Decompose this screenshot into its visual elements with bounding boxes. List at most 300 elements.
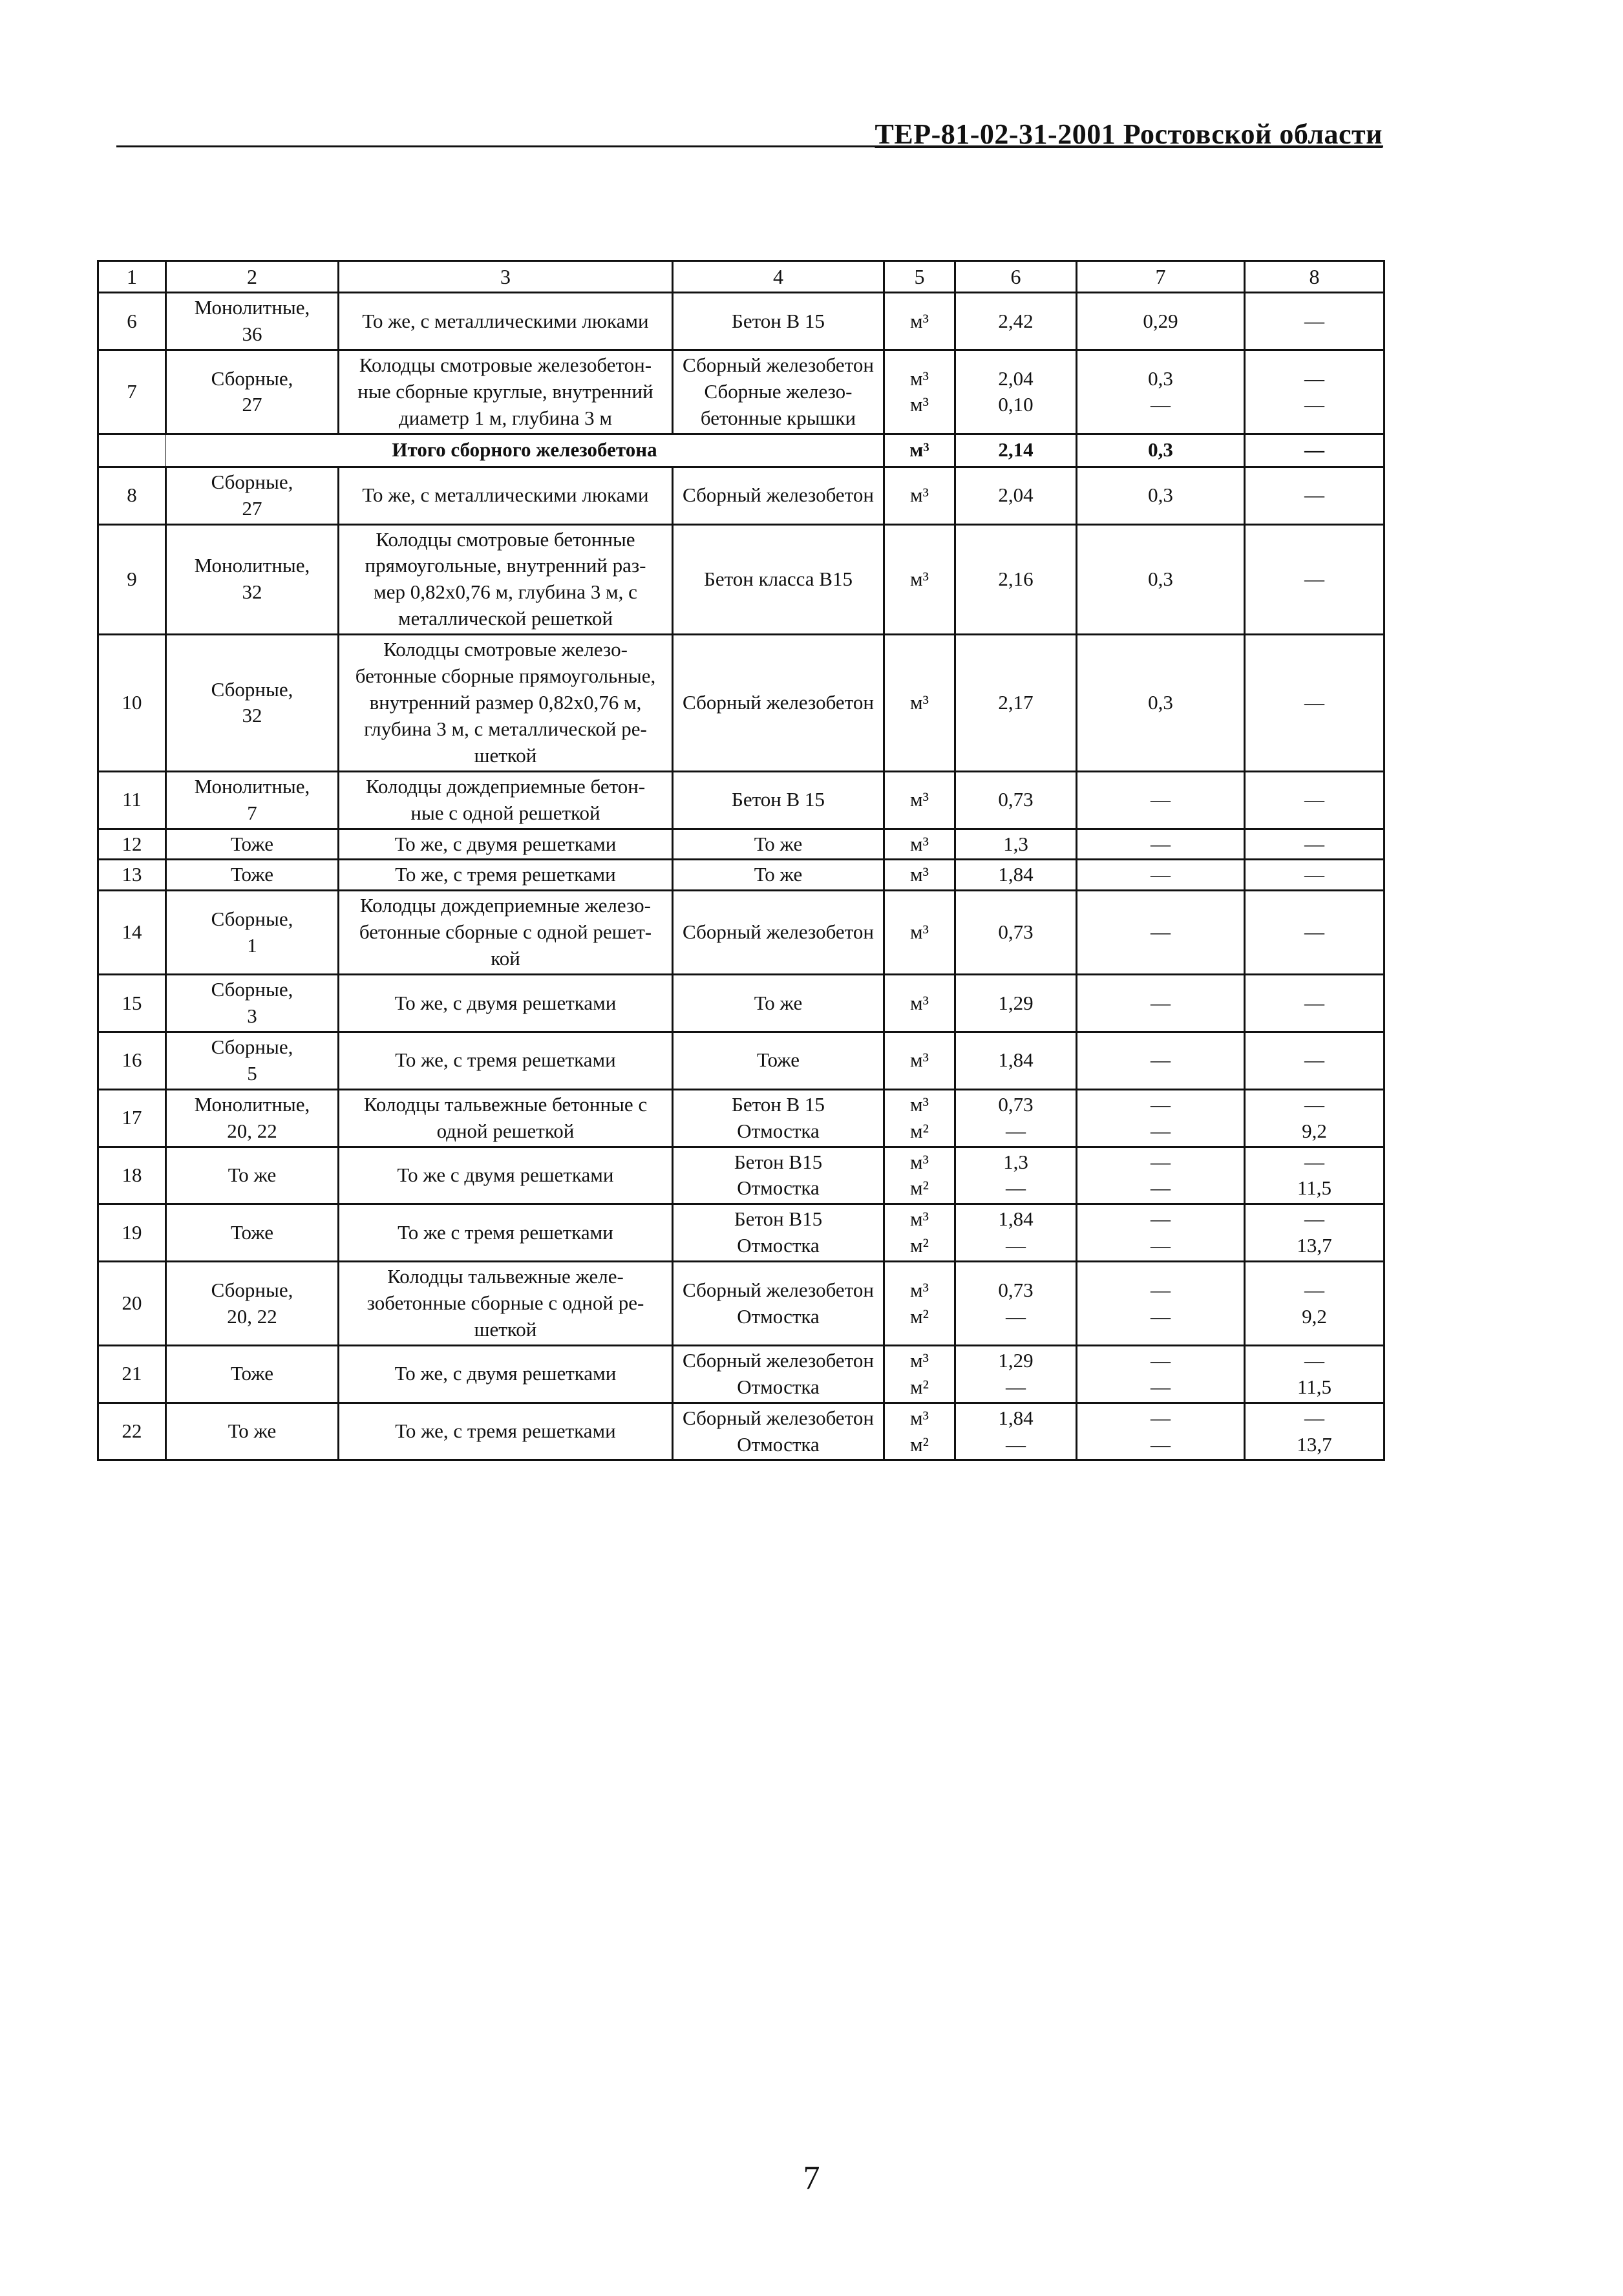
value6-cell — [955, 860, 1077, 891]
value7-cell-line: — — [1151, 1406, 1171, 1429]
description-cell-line: То же с двумя решетками — [397, 1163, 614, 1186]
unit-cell — [884, 467, 955, 524]
reference-cell — [166, 467, 339, 524]
reference-cell — [166, 293, 339, 350]
table-row — [98, 771, 1384, 829]
table-row — [98, 293, 1384, 350]
value7-cell — [1077, 293, 1245, 350]
value8-cell-line: — — [1304, 567, 1324, 590]
table-row — [98, 1204, 1384, 1262]
value7-cell-line: — — [1151, 1375, 1171, 1398]
description-cell-line: одной решеткой — [436, 1119, 575, 1142]
value7-cell-line: — — [1151, 1092, 1171, 1116]
value7-cell-line: 0,3 — [1148, 691, 1173, 714]
unit-cell-line: м³ — [910, 863, 929, 886]
material-cell-line: Сборный железобетон — [683, 920, 874, 944]
unit-cell — [884, 829, 955, 860]
total-label: Итого сборного железобетона — [166, 434, 884, 467]
material-cell-line: Сборный железобетон — [683, 691, 874, 714]
material-cell — [673, 635, 884, 772]
material-cell — [673, 350, 884, 434]
description-cell — [339, 1204, 673, 1262]
material-cell — [673, 860, 884, 891]
unit-cell — [884, 975, 955, 1032]
reference-cell-line: 32 — [242, 580, 262, 604]
reference-cell-line: 3 — [247, 1004, 257, 1027]
value6-cell-line: 2,04 — [998, 367, 1034, 390]
unit-cell-line: м³ — [910, 991, 929, 1014]
unit-cell-line: м³ — [910, 1348, 929, 1372]
unit-cell-line: м³ — [909, 438, 929, 462]
table-row — [98, 1147, 1384, 1204]
value6-cell-line: 1,3 — [1003, 832, 1028, 855]
description-cell-line: То же, с тремя решетками — [395, 863, 616, 886]
material-cell-line: Бетон класса В15 — [704, 567, 853, 590]
description-cell-line: бетонные сборные с одной решет- — [359, 920, 652, 944]
value8-cell-line: — — [1304, 1048, 1324, 1072]
unit-cell-line: м³ — [910, 567, 929, 590]
description-cell-line: бетонные сборные прямоугольные, — [355, 664, 656, 688]
value8-cell-line: — — [1304, 1348, 1324, 1372]
table-row — [98, 860, 1384, 891]
table-row — [98, 975, 1384, 1032]
reference-cell — [166, 350, 339, 434]
reference-cell — [166, 1345, 339, 1403]
total-row — [98, 434, 1384, 467]
value6-cell-line: 1,29 — [998, 1348, 1034, 1372]
value7-cell — [1077, 434, 1245, 467]
description-cell-line: Колодцы тальвежные бетонные с — [363, 1092, 648, 1116]
value7-cell-line: — — [1151, 1304, 1171, 1328]
value6-cell — [955, 1403, 1077, 1460]
reference-cell-line: 27 — [242, 393, 262, 416]
value6-cell — [955, 524, 1077, 635]
material-cell-line: То же — [754, 991, 803, 1014]
material-cell — [673, 975, 884, 1032]
reference-cell — [166, 860, 339, 891]
unit-cell-line: м³ — [910, 367, 929, 390]
value7-cell-line: — — [1151, 1278, 1171, 1301]
value8-cell-line: — — [1304, 788, 1324, 811]
description-cell — [339, 891, 673, 975]
material-cell — [673, 1204, 884, 1262]
reference-cell — [166, 829, 339, 860]
row-number-cell — [98, 434, 166, 467]
row-number-cell: 14 — [98, 891, 166, 975]
unit-cell — [884, 1403, 955, 1460]
reference-cell-line: 5 — [247, 1061, 257, 1085]
column-number: 7 — [1077, 261, 1245, 293]
value8-cell-line: — — [1304, 367, 1324, 390]
value8-cell — [1245, 829, 1384, 860]
value7-cell — [1077, 467, 1245, 524]
description-cell — [339, 467, 673, 524]
value6-cell-line: 0,73 — [998, 920, 1034, 944]
value8-cell — [1245, 1345, 1384, 1403]
description-cell-line: То же с тремя решетками — [398, 1220, 613, 1244]
material-cell-line: Отмостка — [737, 1119, 820, 1142]
description-cell-line: Колодцы смотровые железобетон- — [359, 354, 652, 377]
value8-cell-line: 11,5 — [1297, 1176, 1332, 1200]
row-number-cell: 21 — [98, 1345, 166, 1403]
description-cell-line: шеткой — [474, 1317, 537, 1341]
material-cell — [673, 771, 884, 829]
value6-cell — [955, 975, 1077, 1032]
row-number-cell: 18 — [98, 1147, 166, 1204]
table-row — [98, 1345, 1384, 1403]
description-cell — [339, 975, 673, 1032]
description-cell — [339, 293, 673, 350]
description-cell-line: Колодцы смотровые железо- — [383, 638, 628, 661]
description-cell — [339, 635, 673, 772]
value7-cell-line: — — [1151, 1432, 1171, 1456]
value6-cell-line: 1,29 — [998, 991, 1034, 1014]
value8-cell — [1245, 434, 1384, 467]
value8-cell-line: 11,5 — [1297, 1375, 1332, 1398]
value6-cell — [955, 434, 1077, 467]
value8-cell-line: — — [1304, 1278, 1324, 1301]
page-number: 7 — [803, 2160, 820, 2196]
reference-cell-line: Монолитные, — [194, 774, 310, 798]
material-cell-line: То же — [754, 832, 803, 855]
value6-cell-line: 2,42 — [998, 309, 1034, 332]
unit-cell-line: м³ — [910, 309, 929, 332]
value7-cell-line: — — [1151, 1234, 1171, 1257]
description-cell-line: прямоугольные, внутренний раз- — [365, 554, 646, 577]
value7-cell — [1077, 1089, 1245, 1147]
value8-cell — [1245, 293, 1384, 350]
reference-cell-line: Тоже — [230, 832, 274, 855]
material-cell — [673, 524, 884, 635]
value6-cell-line: — — [1006, 1375, 1026, 1398]
unit-cell-line: м³ — [910, 1048, 929, 1072]
reference-cell-line: 27 — [242, 496, 262, 520]
table-row — [98, 829, 1384, 860]
value7-cell-line: 0,29 — [1143, 309, 1178, 332]
unit-cell-line: м³ — [910, 920, 929, 944]
reference-cell-line: Сборные, — [211, 677, 293, 701]
value7-cell-line: 0,3 — [1148, 484, 1173, 507]
description-cell-line: диаметр 1 м, глубина 3 м — [398, 406, 613, 429]
material-cell-line: Отмостка — [737, 1375, 820, 1398]
unit-cell-line: м³ — [910, 788, 929, 811]
reference-cell-line: 36 — [242, 323, 262, 346]
row-number-cell: 9 — [98, 524, 166, 635]
reference-cell — [166, 524, 339, 635]
material-cell-line: Отмостка — [737, 1176, 820, 1200]
reference-cell — [166, 1147, 339, 1204]
reference-cell-line: Сборные, — [211, 1278, 293, 1301]
value8-cell-line: — — [1304, 1406, 1324, 1429]
unit-cell-line: м³ — [910, 1207, 929, 1231]
description-cell-line: То же, с двумя решетками — [394, 991, 617, 1014]
unit-cell — [884, 434, 955, 467]
description-cell-line: Колодцы дождеприемные бетон- — [365, 774, 646, 798]
value6-cell-line: 0,73 — [998, 1278, 1034, 1301]
value6-cell-line: 0,73 — [998, 788, 1034, 811]
unit-cell — [884, 771, 955, 829]
description-cell-line: Колодцы смотровые бетонные — [376, 527, 635, 551]
value8-cell-line: — — [1304, 309, 1324, 332]
row-number-cell: 8 — [98, 467, 166, 524]
reference-cell-line: 20, 22 — [227, 1119, 277, 1142]
table-row — [98, 1262, 1384, 1346]
description-cell-line: То же, с металлическими люками — [362, 309, 649, 332]
value7-cell-line: — — [1151, 1150, 1171, 1173]
value6-cell-line: — — [1006, 1432, 1026, 1456]
row-number-cell: 7 — [98, 350, 166, 434]
material-cell — [673, 1403, 884, 1460]
value7-cell-line: — — [1151, 991, 1171, 1014]
row-number-cell: 19 — [98, 1204, 166, 1262]
value6-cell-line: 2,17 — [998, 691, 1034, 714]
unit-cell-line: м² — [910, 1119, 929, 1142]
unit-cell — [884, 350, 955, 434]
description-cell-line: мер 0,82х0,76 м, глубина 3 м, с — [374, 580, 637, 604]
unit-cell-line: м³ — [910, 691, 929, 714]
reference-cell — [166, 771, 339, 829]
unit-cell-line: м³ — [910, 1092, 929, 1116]
reference-cell-line: Монолитные, — [194, 296, 310, 319]
norms-table — [97, 260, 1385, 1461]
table-row — [98, 635, 1384, 772]
value6-cell-line: 1,84 — [998, 863, 1034, 886]
reference-cell-line: Тоже — [230, 1362, 274, 1385]
description-cell — [339, 860, 673, 891]
row-number-cell: 11 — [98, 771, 166, 829]
description-cell-line: Колодцы дождеприемные железо- — [360, 894, 651, 917]
unit-cell-line: м² — [910, 1176, 929, 1200]
unit-cell — [884, 635, 955, 772]
unit-cell-line: м³ — [910, 1150, 929, 1173]
row-number-cell: 12 — [98, 829, 166, 860]
value7-cell — [1077, 1147, 1245, 1204]
value7-cell — [1077, 1032, 1245, 1089]
row-number-cell: 20 — [98, 1262, 166, 1346]
unit-cell-line: м³ — [910, 1406, 929, 1429]
material-cell-line: Бетон В15 — [734, 1207, 823, 1231]
value6-cell-line: 1,84 — [998, 1207, 1034, 1231]
reference-cell-line: Тоже — [230, 863, 274, 886]
value8-cell — [1245, 891, 1384, 975]
material-cell-line: Сборный железобетон — [683, 354, 874, 377]
description-cell — [339, 771, 673, 829]
value8-cell — [1245, 1403, 1384, 1460]
value8-cell — [1245, 860, 1384, 891]
unit-cell-line: м³ — [910, 393, 929, 416]
value6-cell — [955, 1204, 1077, 1262]
value8-cell — [1245, 1032, 1384, 1089]
description-cell-line: То же, с двумя решетками — [394, 832, 617, 855]
value8-cell — [1245, 1089, 1384, 1147]
reference-cell-line: Сборные, — [211, 1035, 293, 1058]
value7-cell — [1077, 860, 1245, 891]
material-cell-line: Сборный железобетон — [683, 484, 874, 507]
description-cell — [339, 524, 673, 635]
value8-cell — [1245, 1262, 1384, 1346]
description-cell-line: То же, с двумя решетками — [394, 1362, 617, 1385]
description-cell-line: зобетонные сборные с одной ре- — [366, 1292, 644, 1315]
material-cell — [673, 1032, 884, 1089]
value6-cell — [955, 1089, 1077, 1147]
value7-cell-line: — — [1151, 788, 1171, 811]
description-cell-line: внутренний размер 0,82х0,76 м, — [369, 691, 642, 714]
value7-cell-line: 0,3 — [1148, 567, 1173, 590]
value8-cell-line: 13,7 — [1297, 1234, 1332, 1257]
value6-cell — [955, 891, 1077, 975]
table-row — [98, 1089, 1384, 1147]
unit-cell-line: м² — [910, 1375, 929, 1398]
material-cell-line: бетонные крышки — [700, 406, 856, 429]
reference-cell-line: Сборные, — [211, 470, 293, 493]
reference-cell-line: 20, 22 — [227, 1304, 277, 1328]
value6-cell-line: 1,84 — [998, 1048, 1034, 1072]
value7-cell-line: — — [1151, 832, 1171, 855]
unit-cell — [884, 1032, 955, 1089]
value6-cell — [955, 1262, 1077, 1346]
material-cell-line: Бетон В 15 — [732, 788, 825, 811]
table-row — [98, 1403, 1384, 1460]
value8-cell — [1245, 1147, 1384, 1204]
unit-cell — [884, 1147, 955, 1204]
unit-cell — [884, 1345, 955, 1403]
material-cell — [673, 1262, 884, 1346]
value8-cell-line: 9,2 — [1302, 1119, 1327, 1142]
value7-cell-line: 0,3 — [1148, 438, 1173, 462]
column-number: 3 — [339, 261, 673, 293]
value7-cell — [1077, 1262, 1245, 1346]
value6-cell-line: 1,3 — [1003, 1150, 1028, 1173]
value6-cell — [955, 829, 1077, 860]
column-number: 5 — [884, 261, 955, 293]
value6-cell-line: 2,14 — [998, 438, 1034, 462]
material-cell-line: Отмостка — [737, 1432, 820, 1456]
reference-cell — [166, 1262, 339, 1346]
unit-cell-line: м³ — [910, 1278, 929, 1301]
description-cell-line: металлической решеткой — [398, 607, 613, 630]
value6-cell-line: — — [1006, 1176, 1026, 1200]
material-cell-line: Отмостка — [737, 1234, 820, 1257]
table-row — [98, 350, 1384, 434]
material-cell-line: Сборный железобетон — [683, 1278, 874, 1301]
description-cell-line: кой — [491, 947, 520, 970]
unit-cell — [884, 860, 955, 891]
value7-cell-line: — — [1151, 393, 1171, 416]
value8-cell-line: — — [1304, 1150, 1324, 1173]
value7-cell — [1077, 1204, 1245, 1262]
description-cell-line: Колодцы тальвежные желе- — [387, 1265, 624, 1288]
value7-cell — [1077, 771, 1245, 829]
row-number-cell: 15 — [98, 975, 166, 1032]
reference-cell-line: Сборные, — [211, 367, 293, 390]
unit-cell — [884, 1089, 955, 1147]
value7-cell — [1077, 829, 1245, 860]
description-cell-line: шеткой — [474, 743, 537, 767]
reference-cell — [166, 1403, 339, 1460]
material-cell-line: То же — [754, 863, 803, 886]
reference-cell-line: 1 — [247, 933, 257, 957]
value7-cell-line: — — [1151, 1119, 1171, 1142]
material-cell — [673, 1345, 884, 1403]
material-cell-line: Тоже — [756, 1048, 800, 1072]
reference-cell — [166, 1032, 339, 1089]
table-row — [98, 467, 1384, 524]
reference-cell — [166, 891, 339, 975]
unit-cell-line: м³ — [910, 832, 929, 855]
reference-cell — [166, 1089, 339, 1147]
value8-cell — [1245, 350, 1384, 434]
value6-cell-line: 2,04 — [998, 484, 1034, 507]
value6-cell-line: 0,73 — [998, 1092, 1034, 1116]
value7-cell — [1077, 524, 1245, 635]
value8-cell-line: — — [1304, 991, 1324, 1014]
value7-cell — [1077, 891, 1245, 975]
description-cell — [339, 1403, 673, 1460]
description-cell — [339, 1089, 673, 1147]
column-number: 8 — [1245, 261, 1384, 293]
value8-cell-line: — — [1304, 484, 1324, 507]
reference-cell-line: Тоже — [230, 1220, 274, 1244]
value7-cell-line: — — [1151, 1048, 1171, 1072]
description-cell — [339, 1147, 673, 1204]
value6-cell — [955, 293, 1077, 350]
unit-cell-line: м³ — [910, 484, 929, 507]
reference-cell-line: Монолитные, — [194, 554, 310, 577]
value6-cell-line: 2,16 — [998, 567, 1034, 590]
material-cell-line: Сборный железобетон — [683, 1406, 874, 1429]
value6-cell — [955, 1147, 1077, 1204]
value6-cell-line: — — [1006, 1234, 1026, 1257]
value6-cell-line: 0,10 — [998, 393, 1034, 416]
description-cell-line: ные с одной решеткой — [410, 801, 600, 824]
value8-cell-line: — — [1304, 920, 1324, 944]
column-number: 6 — [955, 261, 1077, 293]
column-number: 2 — [166, 261, 339, 293]
unit-cell — [884, 1262, 955, 1346]
description-cell — [339, 350, 673, 434]
value8-cell — [1245, 1204, 1384, 1262]
value8-cell-line: — — [1304, 863, 1324, 886]
value8-cell — [1245, 635, 1384, 772]
description-cell-line: То же, с тремя решетками — [395, 1419, 616, 1443]
description-cell — [339, 1345, 673, 1403]
unit-cell-line: м² — [910, 1304, 929, 1328]
material-cell-line: Бетон В 15 — [732, 309, 825, 332]
unit-cell — [884, 524, 955, 635]
material-cell-line: Сборный железобетон — [683, 1348, 874, 1372]
value8-cell — [1245, 771, 1384, 829]
value8-cell-line: — — [1304, 1207, 1324, 1231]
description-cell — [339, 1032, 673, 1089]
reference-cell-line: Сборные, — [211, 907, 293, 930]
reference-cell-line: Монолитные, — [194, 1092, 310, 1116]
value8-cell — [1245, 467, 1384, 524]
row-number-cell: 22 — [98, 1403, 166, 1460]
value8-cell-line: 9,2 — [1302, 1304, 1327, 1328]
column-number-row — [98, 261, 1384, 293]
material-cell — [673, 293, 884, 350]
value6-cell-line: — — [1006, 1304, 1026, 1328]
material-cell-line: Сборные железо- — [704, 379, 853, 403]
document-code-title: ТЕР-81-02-31-2001 Ростовской области — [875, 118, 1383, 150]
value6-cell — [955, 635, 1077, 772]
value7-cell — [1077, 1345, 1245, 1403]
material-cell-line: Бетон В15 — [734, 1150, 823, 1173]
unit-cell-line: м² — [910, 1234, 929, 1257]
material-cell — [673, 1147, 884, 1204]
material-cell-line: Бетон В 15 — [732, 1092, 825, 1116]
unit-cell — [884, 1204, 955, 1262]
